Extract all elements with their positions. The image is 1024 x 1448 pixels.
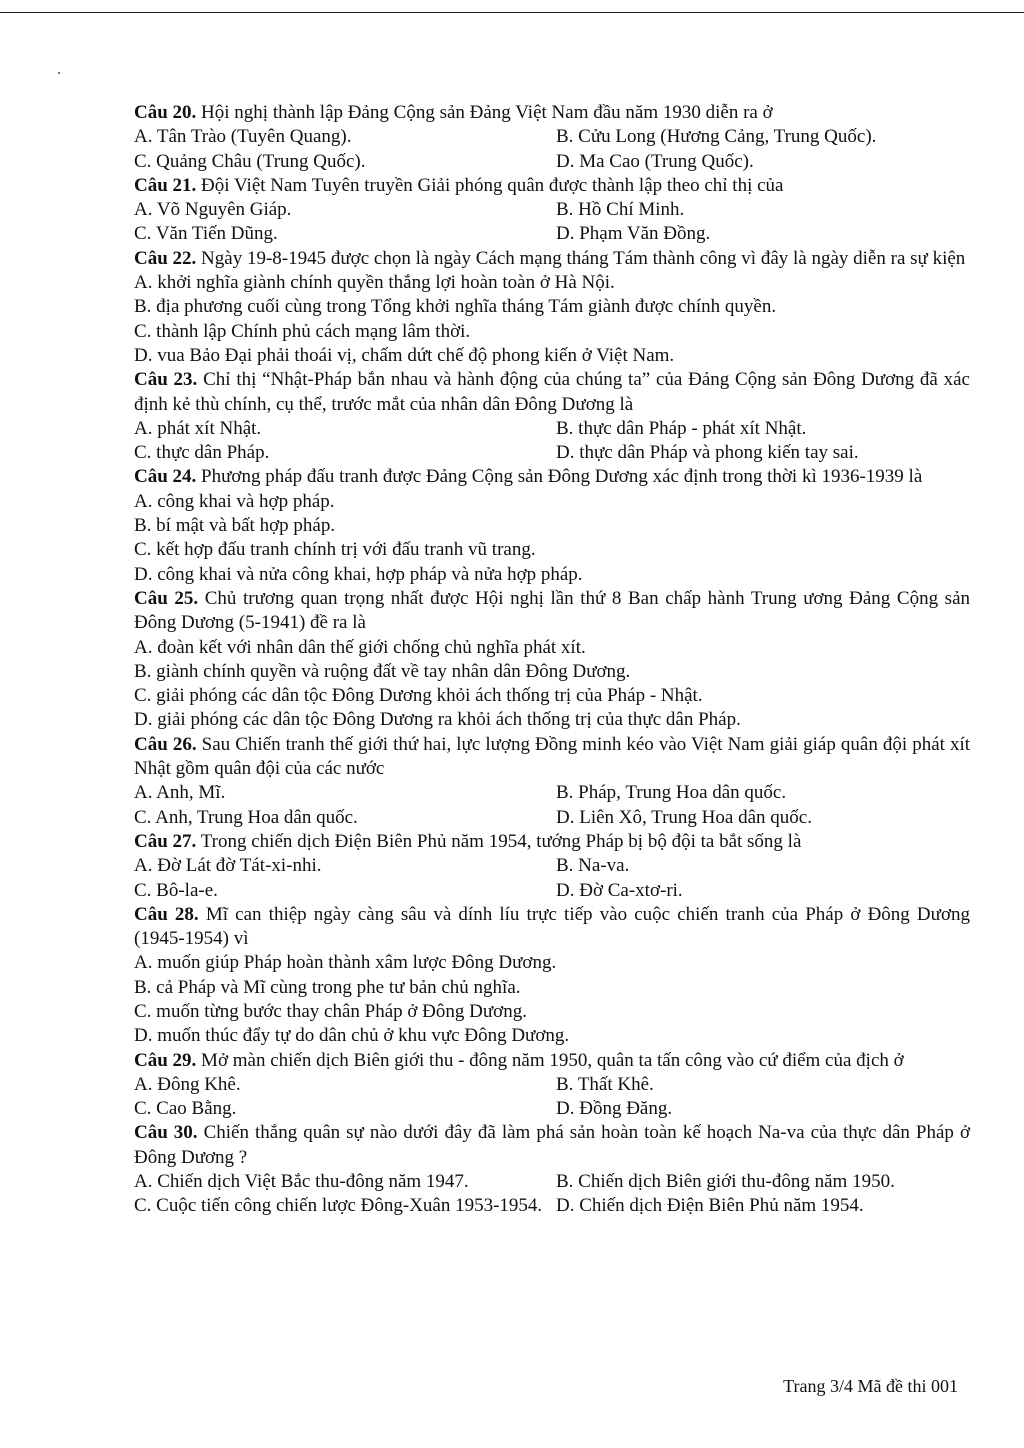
answer-option-b: B. bí mật và bất hợp pháp. <box>134 515 336 537</box>
question-stem <box>134 101 970 125</box>
answer-option-b: B. Na-va. <box>556 855 630 877</box>
question-stem <box>134 368 970 417</box>
answer-options <box>134 417 970 466</box>
question-text: Chủ trương quan trọng nhất được Hội nghị lần thứ 8 Ban chấp hành Trung ương Đảng Cộng sản Đông Dương (5-1941) đề ra là <box>134 587 970 634</box>
scan-speck <box>58 72 60 74</box>
question-text: Đội Việt Nam Tuyên truyền Giải phóng quân được thành lập theo chỉ thị của <box>201 174 784 196</box>
question-20 <box>134 101 970 174</box>
question-text: Chiến thắng quân sự nào dưới đây đã làm phá sản hoàn toàn kế hoạch Na-va của thực dân Pháp ở Đông Dương ? <box>134 1122 970 1168</box>
answer-option-a: A. đoàn kết với nhân dân thế giới chống chủ nghĩa phát xít. <box>134 636 586 658</box>
answer-option-d: D. muốn thúc đẩy tự do dân chủ ở khu vực Đông Dương. <box>134 1025 570 1047</box>
answer-option-d: D. Phạm Văn Đồng. <box>556 223 711 245</box>
answer-option-b: B. giành chính quyền và ruộng đất về tay nhân dân Đông Dương. <box>134 660 631 682</box>
question-stem <box>134 587 970 636</box>
answer-option-c: C. Cao Bằng. <box>134 1098 237 1120</box>
question-text: Sau Chiến tranh thế giới thứ hai, lực lượng Đồng minh kéo vào Việt Nam giải giáp quân đội phát xít Nhật gồm quân đội của các nước <box>134 733 971 780</box>
answer-options <box>134 854 970 903</box>
question-27 <box>134 830 970 903</box>
answer-options <box>134 1170 970 1219</box>
question-number: Câu 20. <box>134 102 197 123</box>
answer-options <box>134 636 970 733</box>
question-number: Câu 25. <box>134 587 199 609</box>
question-28 <box>134 903 970 1049</box>
question-number: Câu 21. <box>134 174 197 196</box>
answer-option-a: A. phát xít Nhật. <box>134 417 262 439</box>
question-number: Câu 28. <box>134 903 199 925</box>
question-text: Hội nghị thành lập Đảng Cộng sản Đảng Việt Nam đầu năm 1930 diễn ra ở <box>201 102 773 123</box>
answer-option-d: D. Chiến dịch Điện Biên Phủ năm 1954. <box>556 1195 864 1217</box>
answer-option-d: D. công khai và nửa công khai, hợp pháp và nửa hợp pháp. <box>134 563 583 585</box>
question-29 <box>134 1049 970 1122</box>
question-stem <box>134 465 970 489</box>
answer-option-b: B. Cửu Long (Hương Cảng, Trung Quốc). <box>556 126 877 148</box>
question-text: Ngày 19-8-1945 được chọn là ngày Cách mạng tháng Tám thành công vì đây là ngày diễn ra sự kiện <box>201 247 966 269</box>
answer-option-c: C. muốn từng bước thay chân Pháp ở Đông Dương. <box>134 1000 527 1022</box>
question-number: Câu 30. <box>134 1122 198 1144</box>
answer-option-b: B. địa phương cuối cùng trong Tổng khởi nghĩa tháng Tám giành được chính quyền. <box>134 296 777 318</box>
answer-option-b: B. Chiến dịch Biên giới thu-đông năm 1950. <box>556 1171 895 1193</box>
question-number: Câu 27. <box>134 830 197 852</box>
question-stem <box>134 830 970 854</box>
question-text: Mở màn chiến dịch Biên giới thu - đông năm 1950, quân ta tấn công vào cứ điểm của địch ở <box>201 1049 904 1071</box>
question-number: Câu 26. <box>134 733 197 755</box>
page-footer: Trang 3/4 Mã đề thi 001 <box>783 1376 958 1396</box>
question-21 <box>134 174 970 247</box>
answer-option-d: D. giải phóng các dân tộc Đông Dương ra khỏi ách thống trị của thực dân Pháp. <box>134 709 741 731</box>
answer-option-a: A. Chiến dịch Việt Bắc thu-đông năm 1947. <box>134 1171 469 1193</box>
top-rule <box>0 12 1024 13</box>
question-stem <box>134 1049 970 1073</box>
answer-option-a: A. Tân Trào (Tuyên Quang). <box>134 126 352 148</box>
answer-option-b: B. thực dân Pháp - phát xít Nhật. <box>556 417 807 439</box>
answer-option-c: C. Cuộc tiến công chiến lược Đông-Xuân 1953-1954. <box>134 1195 543 1217</box>
answer-option-a: A. muốn giúp Pháp hoàn thành xâm lược Đông Dương. <box>134 952 557 974</box>
answer-option-c: C. Văn Tiến Dũng. <box>134 223 278 245</box>
question-26 <box>134 733 970 830</box>
answer-option-b: B. Hồ Chí Minh. <box>556 199 685 221</box>
answer-option-d: D. thực dân Pháp và phong kiến tay sai. <box>556 442 859 464</box>
question-text: Chỉ thị “Nhật-Pháp bắn nhau và hành động của chúng ta” của Đảng Cộng sản Đông Dương đã xác định kẻ thù chính, cụ thể, trước mắt của nhân dân Đông Dương là <box>134 369 970 415</box>
answer-options <box>134 951 970 1048</box>
answer-options <box>134 490 970 587</box>
question-stem <box>134 247 970 271</box>
answer-option-a: A. Đông Khê. <box>134 1073 241 1095</box>
question-text: Mĩ can thiệp ngày càng sâu và dính líu trực tiếp vào cuộc chiến tranh của Pháp ở Đông Dương (1945-1954) vì <box>134 903 970 950</box>
question-text: Trong chiến dịch Điện Biên Phủ năm 1954, tướng Pháp bị bộ đội ta bắt sống là <box>200 830 802 852</box>
answer-option-d: D. vua Bảo Đại phải thoái vị, chấm dứt chế độ phong kiến ở Việt Nam. <box>134 344 675 366</box>
answer-option-c: C. Quảng Châu (Trung Quốc). <box>134 150 366 172</box>
answer-option-a: A. Đờ Lát đờ Tát-xi-nhi. <box>134 855 322 877</box>
answer-option-b: B. cả Pháp và Mĩ cùng trong phe tư bản chủ nghĩa. <box>134 976 521 998</box>
answer-option-c: C. kết hợp đấu tranh chính trị với đấu tranh vũ trang. <box>134 539 536 561</box>
answer-option-d: D. Đồng Đăng. <box>556 1098 673 1120</box>
question-number: Câu 22. <box>134 247 197 269</box>
answer-option-c: C. Bô-la-e. <box>134 879 218 901</box>
question-stem <box>134 1121 970 1170</box>
answer-option-a: A. Võ Nguyên Giáp. <box>134 199 292 221</box>
answer-options <box>134 781 970 830</box>
answer-option-c: C. thành lập Chính phủ cách mạng lâm thời. <box>134 320 471 342</box>
question-stem <box>134 733 970 782</box>
question-25 <box>134 587 970 733</box>
answer-options <box>134 125 970 174</box>
question-24 <box>134 465 970 586</box>
exam-questions <box>134 101 970 1219</box>
answer-option-c: C. giải phóng các dân tộc Đông Dương khỏi ách thống trị của Pháp - Nhật. <box>134 685 703 707</box>
answer-option-a: A. công khai và hợp pháp. <box>134 490 335 512</box>
answer-option-d: D. Đờ Ca-xtơ-ri. <box>556 879 683 901</box>
answer-option-b: B. Thất Khê. <box>556 1073 654 1095</box>
answer-option-a: A. Anh, Mĩ. <box>134 782 226 804</box>
answer-options <box>134 198 970 247</box>
question-stem <box>134 174 970 198</box>
answer-options <box>134 271 970 368</box>
question-number: Câu 23. <box>134 369 198 391</box>
answer-option-d: D. Ma Cao (Trung Quốc). <box>556 150 754 172</box>
question-23 <box>134 368 970 465</box>
question-30 <box>134 1121 970 1218</box>
question-stem <box>134 903 970 952</box>
answer-option-a: A. khởi nghĩa giành chính quyền thắng lợi hoàn toàn ở Hà Nội. <box>134 272 615 294</box>
question-22 <box>134 247 970 368</box>
question-number: Câu 24. <box>134 466 197 488</box>
answer-option-d: D. Liên Xô, Trung Hoa dân quốc. <box>556 806 812 828</box>
answer-options <box>134 1073 970 1122</box>
answer-option-c: C. thực dân Pháp. <box>134 442 270 464</box>
question-text: Phương pháp đấu tranh được Đảng Cộng sản Đông Dương xác định trong thời kì 1936-1939 là <box>201 466 923 488</box>
answer-option-b: B. Pháp, Trung Hoa dân quốc. <box>556 782 787 804</box>
answer-option-c: C. Anh, Trung Hoa dân quốc. <box>134 806 358 828</box>
question-number: Câu 29. <box>134 1049 197 1071</box>
